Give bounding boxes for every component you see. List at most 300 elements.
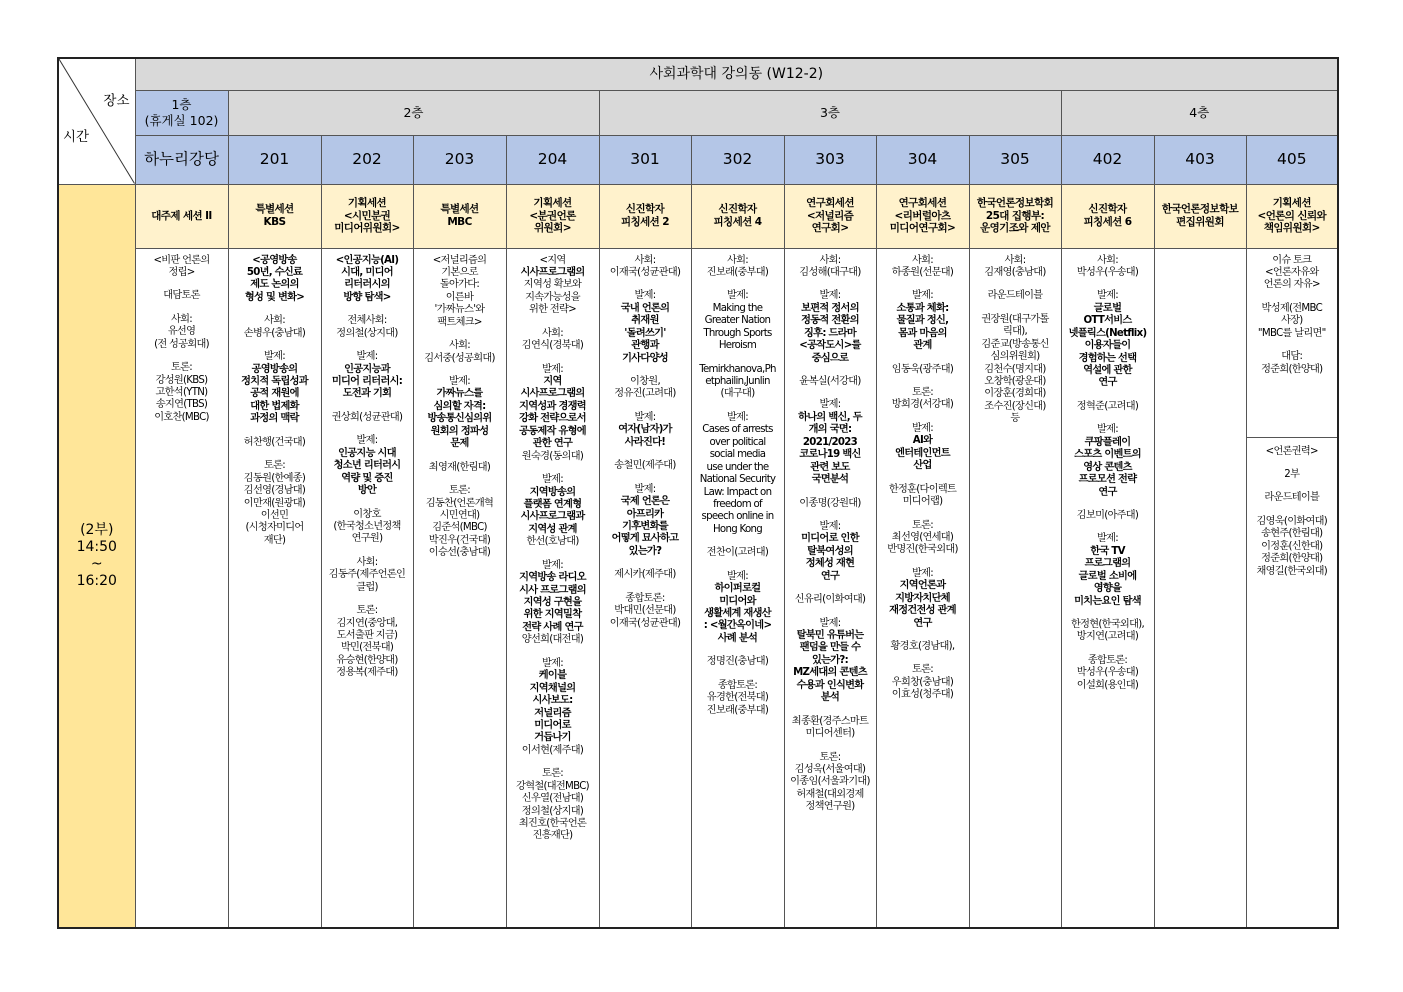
- content-line: AI와: [912, 435, 933, 447]
- room-header: 304: [876, 135, 969, 184]
- session-content: [969, 248, 1061, 928]
- content-line: 발제:: [541, 363, 563, 375]
- content-line: freedom of: [713, 498, 762, 510]
- content-line: 최영재(한림대): [428, 461, 491, 473]
- content-line: 라운드테이블: [1264, 492, 1320, 504]
- content-line: 손병우(충남대): [243, 327, 306, 339]
- content-line: 심의할 자격:: [433, 400, 486, 412]
- content-line: 시사프로그램의: [520, 388, 585, 400]
- content-line: 지역방송 라디오: [519, 572, 586, 584]
- content-line: 정명진(충남대): [706, 656, 769, 668]
- session-content: [1154, 248, 1246, 928]
- room-header: 405: [1246, 135, 1338, 184]
- content-line: 있는가?: [628, 545, 662, 557]
- content-line: 역량 및 증진: [341, 472, 393, 484]
- content-line: <공영방송: [252, 254, 297, 266]
- content-line: 김연식(경북대): [521, 340, 584, 352]
- content-line: 엔터테인먼트: [895, 447, 950, 459]
- room-header: 302: [691, 135, 784, 184]
- content-line: 플랫폼 연계형: [523, 498, 582, 510]
- spacer: [136, 303, 228, 314]
- content-line: 조수진(장신대): [984, 400, 1046, 412]
- content-line: 미디어랩): [902, 496, 943, 508]
- content-line: 지역성 확보와: [523, 279, 582, 291]
- floor-2-header: 2층: [228, 90, 599, 135]
- session-content: [135, 248, 228, 928]
- content-line: 발제:: [911, 422, 933, 434]
- content-line: 최진호(한국언론: [518, 818, 587, 829]
- spacer: [970, 279, 1061, 290]
- content-line: 거듭나기: [534, 732, 571, 744]
- spacer: [600, 582, 691, 593]
- content-line: etphailin,Junlin: [705, 376, 770, 387]
- spacer: [877, 279, 969, 290]
- content-line: 형성 및 변화>: [244, 291, 305, 303]
- content-line: 기사다양성: [622, 352, 668, 364]
- content-line: 이재국(성균관대): [609, 617, 681, 629]
- content-line: 사회:: [726, 254, 748, 266]
- content-line: 발제:: [541, 559, 563, 571]
- content-line: MZ세대의 콘텐츠: [793, 667, 867, 679]
- content-line: 팩트체크>: [437, 316, 482, 328]
- content-line: 지역성 관계: [528, 523, 577, 535]
- content-line: <인공지능(AI): [335, 254, 399, 266]
- content-line: 정치적 독립성과: [241, 376, 308, 387]
- spacer: [600, 279, 691, 290]
- content-line: 이서현(제주대): [521, 744, 584, 756]
- spacer: [322, 401, 413, 412]
- content-line: 김영욱(이화여대): [1256, 515, 1328, 527]
- content-line: 국면분석: [811, 474, 849, 486]
- content-line: Through Sports: [703, 327, 772, 339]
- spacer: [692, 401, 784, 412]
- content-line: 스포츠 이벤트의: [1074, 449, 1141, 461]
- content-line: 공적 재원에: [250, 388, 299, 400]
- content-line: 지역방송의: [529, 486, 576, 498]
- content-line: 등: [1010, 413, 1020, 425]
- spacer: [785, 741, 876, 752]
- content-line: Heroism: [718, 340, 757, 352]
- content-line: 한정현(한국외대),: [1070, 619, 1145, 630]
- content-line: (시청자미디어: [245, 522, 304, 534]
- content-line: 오창학(광운대): [984, 376, 1046, 387]
- content-line: 탈북여성의: [807, 545, 853, 557]
- content-line: 윤복실(서강대): [799, 376, 861, 387]
- content-line: 물질과 정신,: [896, 315, 949, 327]
- content-line: 지역채널의: [529, 682, 576, 694]
- content-line: 하이퍼로컬: [714, 583, 761, 595]
- content-line: 발제:: [1096, 533, 1118, 545]
- content-line: 사라진다!: [624, 436, 666, 448]
- content-line: 이승선(충남대): [428, 547, 491, 559]
- content-line: <언론자유와: [1265, 266, 1319, 278]
- content-line: 프로모션 전략: [1078, 474, 1137, 486]
- spacer: [414, 365, 506, 376]
- content-line: 발제:: [634, 483, 656, 495]
- spacer: [1062, 522, 1154, 533]
- content-line: use under the: [706, 461, 769, 473]
- corner-header-cell: [58, 58, 135, 184]
- content-line: 국제 언론은: [620, 496, 670, 508]
- content-line: 문제: [450, 438, 469, 450]
- content-line: 사회:: [356, 556, 378, 568]
- content-line: 넷플릭스(Netflix): [1068, 327, 1147, 339]
- content-line: 저널리즘: [534, 707, 571, 719]
- content-line: '돌려쓰기': [624, 327, 666, 339]
- content-line: 최종환(경주스마트: [791, 715, 869, 727]
- content-line: 사례 분석: [717, 632, 758, 644]
- spacer: [507, 463, 599, 474]
- room-header: 204: [506, 135, 599, 184]
- content-line: 징후: 드라마: [804, 327, 856, 339]
- session-title: 연구회세션 <리버럴아츠 미디어연구회>: [876, 184, 969, 248]
- content-line: 송지연(TBS): [155, 399, 208, 411]
- content-line: 클럽): [356, 581, 378, 593]
- spacer: [692, 353, 784, 364]
- content-line: 황경호(경남대),: [890, 641, 955, 652]
- room-header: 301: [599, 135, 691, 184]
- content-line: 종합토론:: [1087, 654, 1128, 666]
- content-line: 미치는요인 탐색: [1074, 595, 1141, 607]
- content-line: 기본으로: [441, 266, 478, 278]
- content-line: 재단): [263, 534, 286, 546]
- content-line: 생활세계 재생산: [704, 608, 771, 619]
- content-line: 지역성 구현을: [523, 597, 582, 608]
- content-line: 정혁준(고려대): [1076, 400, 1139, 412]
- content-line: 발제:: [726, 411, 748, 423]
- content-line: 박성우(우송대): [1076, 667, 1139, 679]
- session-content: [506, 248, 599, 928]
- content-line: 제도 논의의: [250, 279, 299, 291]
- content-line: 케이블: [538, 670, 567, 682]
- content-line: 연구: [1098, 377, 1117, 389]
- content-line: 산업: [913, 460, 932, 472]
- content-line: 아프리카: [626, 508, 664, 520]
- content-line: 사회:: [634, 254, 656, 266]
- content-line: 기후변화를: [622, 520, 668, 532]
- session-content: [691, 248, 784, 928]
- content-line: social media: [709, 449, 766, 461]
- content-line: 발제:: [263, 351, 285, 363]
- content-line: 발제:: [1096, 290, 1118, 302]
- content-line: <공작도시>를: [799, 340, 861, 352]
- content-line: 재정건전성 관계: [889, 605, 956, 617]
- spacer: [322, 498, 413, 509]
- content-line: 발제:: [541, 474, 563, 486]
- content-line: 김준석(MBC): [432, 522, 487, 534]
- room-header: 305: [969, 135, 1061, 184]
- content-line: 사회:: [819, 254, 841, 266]
- spacer: [600, 558, 691, 569]
- content-line: 유선영: [167, 326, 196, 338]
- content-line: 도전과 기회: [342, 388, 392, 400]
- content-line: 보편적 정서의: [801, 302, 859, 314]
- session-content-upper: [1247, 249, 1338, 438]
- session-title: 한국언론정보학회 25대 집행부: 운영기조와 제안: [969, 184, 1061, 248]
- content-line: 청소년 리터러시: [333, 460, 401, 472]
- content-line: 종합토론:: [717, 679, 758, 691]
- content-line: 우희창(충남대): [891, 676, 954, 688]
- spacer: [507, 757, 599, 768]
- content-line: 돌아가다:: [439, 279, 480, 291]
- content-line: 이정훈(신한대): [1261, 540, 1323, 552]
- floor-1-header: 1층 (휴게실 102): [135, 90, 228, 135]
- content-line: 하종원(선문대): [891, 266, 954, 278]
- content-line: 소통과 체화:: [896, 302, 949, 314]
- content-line: 취재원: [631, 315, 659, 327]
- content-line: <비판 언론의: [153, 254, 210, 266]
- content-line: 이용자들이: [1084, 340, 1131, 352]
- content-line: 고한석(YTN): [155, 387, 208, 398]
- content-line: 글로벌: [1093, 302, 1122, 314]
- content-line: 김선영(경남대): [243, 485, 306, 497]
- session-content: [599, 248, 691, 928]
- content-line: 한정훈(다이렉트: [888, 483, 957, 495]
- spacer: [1247, 340, 1338, 351]
- content-line: 토론:: [911, 519, 933, 531]
- content-line: 채영길(한국외대): [1256, 565, 1328, 577]
- room-header: 203: [413, 135, 506, 184]
- spacer: [1247, 505, 1338, 516]
- content-line: 연구: [820, 570, 840, 582]
- content-line: : <월간옥이네>: [703, 620, 772, 632]
- content-line: 전체사회:: [347, 315, 387, 327]
- content-line: 송철민(제주대): [614, 460, 676, 472]
- content-line: 지역언론과: [899, 580, 946, 592]
- spacer: [877, 557, 969, 568]
- content-line: 정의철(상지대): [336, 327, 398, 339]
- content-line: over political: [709, 436, 766, 448]
- content-line: 박성제(전MBC: [1261, 302, 1322, 314]
- content-line: 김서중(성공회대): [424, 352, 495, 364]
- spacer: [414, 329, 506, 340]
- content-line: 정의철(상지대): [521, 805, 584, 817]
- spacer: [507, 353, 599, 364]
- content-line: 정체성 재현: [805, 558, 855, 570]
- content-line: 방향 탐색>: [343, 291, 391, 303]
- room-header: 하누리강당: [135, 135, 228, 184]
- content-line: 사회:: [541, 327, 563, 339]
- content-line: 공동제작 유형에: [519, 425, 586, 437]
- spacer: [785, 583, 876, 594]
- session-title: 대주제 세션 II: [135, 184, 228, 248]
- content-line: 토론:: [541, 768, 563, 780]
- content-line: 연구: [1098, 486, 1117, 498]
- content-line: 권상희(성균관대): [331, 411, 403, 423]
- content-line: 한선(호남대): [526, 536, 579, 548]
- content-line: 쿠팡플레이: [1084, 436, 1131, 448]
- content-line: 강성원(KBS): [155, 374, 208, 386]
- content-line: 관한 연구: [532, 438, 573, 450]
- spacer: [877, 630, 969, 641]
- spacer: [877, 353, 969, 364]
- content-line: 지역성과 경쟁력: [519, 400, 586, 412]
- spacer: [877, 509, 969, 520]
- content-line: 대담:: [1281, 351, 1303, 363]
- content-line: (한국청소년정책: [333, 520, 401, 532]
- content-line: Making the: [712, 302, 763, 314]
- content-line: Law: Impact on: [703, 486, 772, 498]
- content-line: 박성우(우송대): [1076, 266, 1139, 278]
- spacer: [1247, 458, 1338, 469]
- spacer: [600, 365, 691, 376]
- content-line: 이효성(청주대): [891, 689, 954, 701]
- content-line: 과정의 맥락: [250, 413, 299, 425]
- content-line: 김천수(명지대): [984, 363, 1046, 375]
- content-line: 강혁철(대전MBC): [516, 780, 589, 792]
- spacer: [229, 340, 321, 351]
- room-header: 403: [1154, 135, 1246, 184]
- content-line: 진보래(중부대): [706, 704, 769, 716]
- content-line: 발제:: [634, 290, 656, 302]
- content-line: 토론:: [911, 664, 933, 676]
- content-line: 영향을: [1093, 583, 1122, 595]
- content-line: 발제:: [541, 657, 563, 669]
- session-title: 신진학자 피칭세션 2: [599, 184, 691, 248]
- content-line: 대한 법제화: [250, 400, 299, 412]
- content-line: 시사프로그램과: [520, 511, 585, 523]
- floor-3-header: 3층: [599, 90, 1061, 135]
- content-line: 2021/2023: [802, 436, 858, 448]
- spacer: [136, 279, 228, 290]
- content-line: 권장원(대구가톨: [981, 313, 1049, 325]
- content-line: 발제:: [726, 290, 748, 302]
- content-line: 미디어센터): [805, 728, 855, 740]
- content-line: 사회:: [911, 254, 933, 266]
- spacer: [970, 303, 1061, 314]
- spacer: [322, 546, 413, 557]
- content-line: 관행과: [631, 340, 659, 352]
- content-line: 미디어와: [719, 595, 756, 607]
- content-line: 김재영(충남대): [984, 266, 1046, 278]
- content-line: (전 성공회대): [154, 338, 209, 350]
- content-line: 여자(남자)가: [618, 424, 672, 436]
- content-line: 글로벌 소비에: [1078, 570, 1137, 582]
- content-line: 이종명(강원대): [799, 497, 861, 509]
- room-header: 303: [784, 135, 876, 184]
- content-line: 유승현(한양대): [336, 654, 398, 666]
- content-line: 시대, 미디어: [341, 266, 393, 278]
- spacer: [877, 412, 969, 423]
- content-line: 이종임(서울과기대): [790, 776, 870, 788]
- session-title: 신진학자 피칭세션 4: [691, 184, 784, 248]
- spacer: [1062, 644, 1154, 655]
- content-line: 정준희(한양대): [1261, 363, 1323, 375]
- content-line: 위한 전략>: [529, 304, 576, 316]
- session-content: [1246, 248, 1338, 928]
- spacer: [692, 279, 784, 290]
- session-title: 기획세션 <시민분권 미디어위원회>: [321, 184, 413, 248]
- content-line: 김보미(아주대): [1076, 509, 1139, 521]
- content-line: 김준교(방송통신: [981, 338, 1049, 350]
- content-line: 분석: [820, 692, 840, 704]
- room-header: 202: [321, 135, 413, 184]
- session-content: [413, 248, 506, 928]
- content-line: 정용복(제주대): [336, 667, 398, 679]
- spacer: [877, 653, 969, 664]
- content-line: National Security: [699, 474, 776, 486]
- spacer: [1247, 292, 1338, 303]
- content-line: 발제:: [819, 617, 841, 629]
- content-line: 있는가?:: [811, 654, 848, 666]
- content-line: 심의위원회): [990, 351, 1040, 363]
- content-line: 정준희(한양대): [1261, 553, 1323, 565]
- content-line: 종합토론:: [625, 592, 665, 604]
- spacer: [322, 424, 413, 435]
- content-line: 발제:: [819, 399, 841, 411]
- content-line: 어떻게 묘사하고: [611, 533, 679, 545]
- content-line: 라운드테이블: [987, 290, 1043, 302]
- content-line: 미디어 리터러시:: [331, 376, 403, 387]
- content-line: 정동적 전환의: [801, 315, 859, 327]
- spacer: [600, 449, 691, 460]
- content-line: 송현주(한림대): [1261, 528, 1323, 540]
- content-line: 박민(전북대): [340, 642, 394, 654]
- spacer: [785, 510, 876, 521]
- content-line: 발제:: [911, 567, 933, 579]
- spacer: [322, 340, 413, 351]
- spacer: [785, 279, 876, 290]
- content-line: 발제:: [911, 290, 933, 302]
- content-line: (대구대): [720, 388, 755, 400]
- content-line: 시민연대): [439, 509, 480, 521]
- content-line: 연구: [913, 617, 932, 629]
- session-content-lower: [1247, 438, 1338, 579]
- content-line: 몸과 마음의: [898, 327, 947, 339]
- content-line: Temirkhanova,Ph: [699, 363, 776, 375]
- content-line: 반명진(한국외대): [887, 544, 958, 556]
- spacer: [1062, 390, 1154, 401]
- spacer: [229, 304, 321, 315]
- time-slot: (2부) 14:50 ~ 16:20: [58, 184, 135, 928]
- content-line: 가짜뉴스를: [436, 388, 483, 400]
- spacer: [692, 560, 784, 571]
- spacer: [229, 449, 321, 460]
- content-line: 전략 사례 연구: [522, 621, 583, 633]
- content-line: 이호찬(MBC): [154, 411, 209, 423]
- content-line: 사회:: [1004, 254, 1026, 266]
- spacer: [507, 647, 599, 658]
- corner-place-label: 장소: [103, 93, 130, 109]
- spacer: [692, 669, 784, 680]
- content-line: 토론:: [170, 362, 192, 374]
- content-line: 시사보도:: [532, 695, 573, 707]
- content-line: 팬덤을 만들 수: [799, 642, 861, 654]
- content-line: 김성해(대구대): [799, 266, 861, 278]
- session-title: 한국언론정보학보 편집위원회: [1154, 184, 1246, 248]
- spacer: [692, 536, 784, 547]
- session-title: 특별세션 KBS: [228, 184, 321, 248]
- content-line: 원회의 정파성: [430, 425, 489, 437]
- spacer: [136, 351, 228, 362]
- session-content: [784, 248, 876, 928]
- content-line: 토론:: [448, 485, 470, 497]
- spacer: [414, 451, 506, 462]
- content-line: 개의 국면:: [808, 424, 852, 436]
- spacer: [600, 401, 691, 412]
- content-line: 경험하는 선택: [1078, 352, 1137, 364]
- content-line: 방송통신심의위: [427, 413, 492, 425]
- session-title: 연구회세션 <저널리즘 연구회>: [784, 184, 876, 248]
- spacer: [1247, 481, 1338, 492]
- content-line: 지방자치단체: [895, 592, 950, 604]
- content-line: 사회:: [448, 340, 470, 352]
- content-line: 이창원,: [630, 376, 660, 387]
- content-line: 미디어로 인한: [801, 533, 859, 545]
- spacer: [877, 473, 969, 484]
- content-line: 이슈 토크: [1272, 254, 1312, 266]
- content-line: 대담토론: [163, 290, 200, 302]
